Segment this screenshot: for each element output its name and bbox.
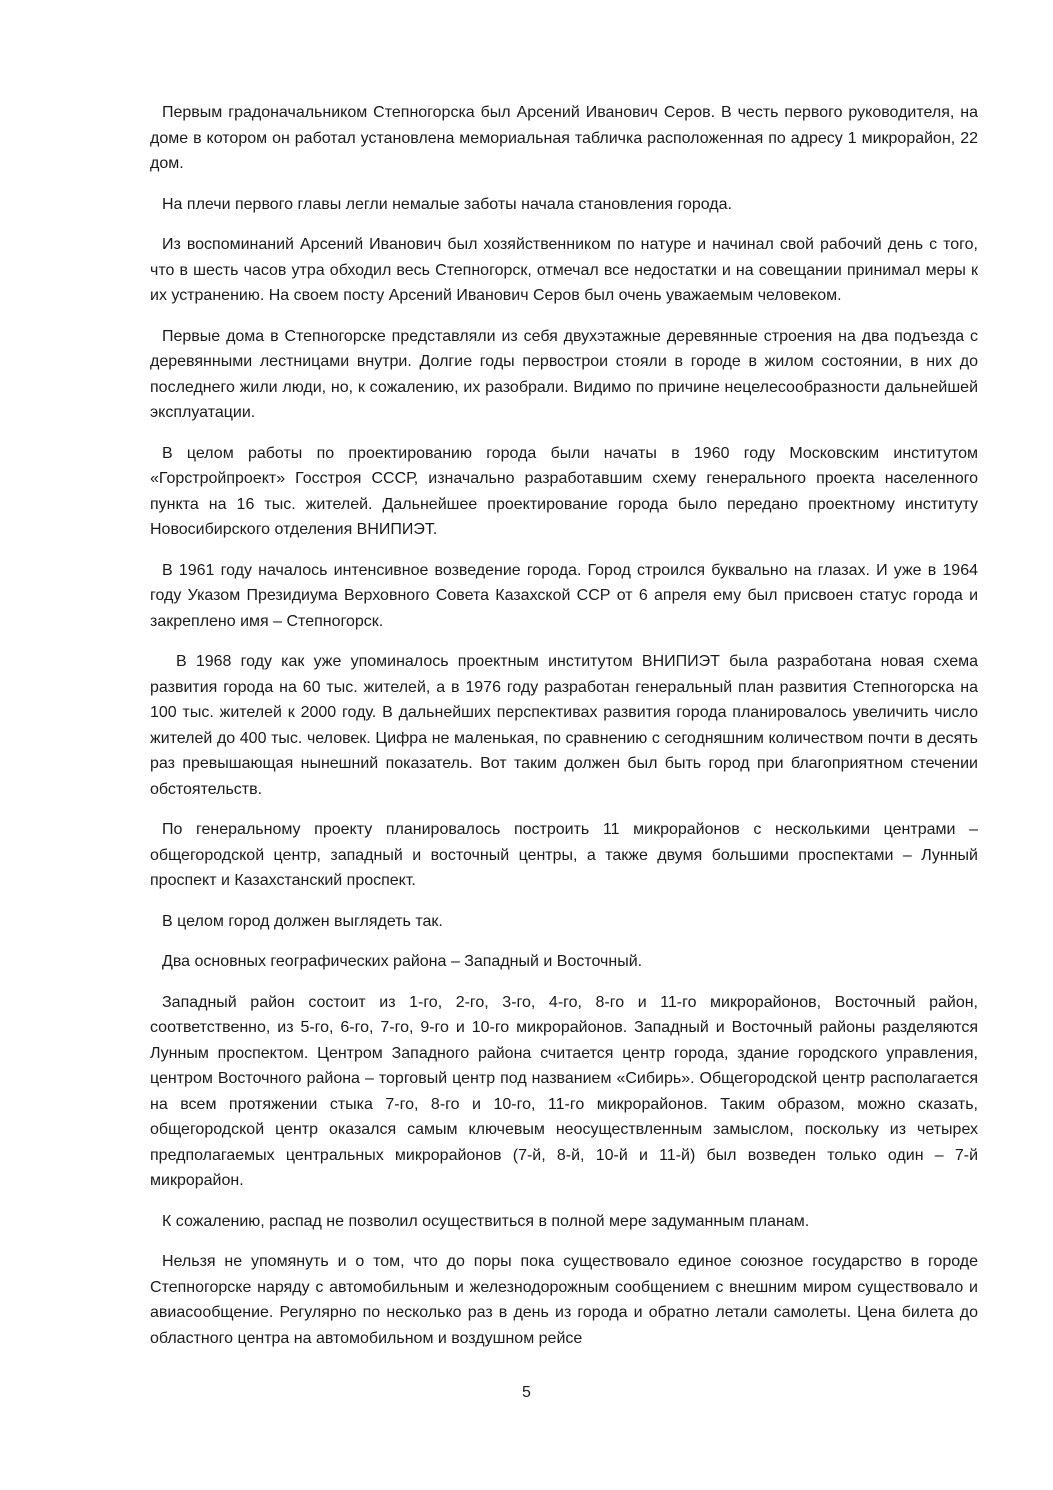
paragraph-city-look: В целом город должен выглядеть так. — [162, 912, 443, 930]
paragraph-first-mayor: Первым градоначальником Степногорска был Арсений Иванович Серов. В честь первого руководителя, на доме в котором он работал установлена мемориальная табличка расположенная по адресу 1 микрорайон, 22 дом. — [150, 104, 978, 172]
page-number: 5 — [522, 1384, 531, 1401]
paragraph-memories: Из воспоминаний Арсений Иванович был хозяйственником по натуре и начинал свой рабочий день с того, что в шесть часов утра обходил весь Степногорск, отмечал все недостатки и на совещании принимал меры к их устранению. На своем посту Арсений Иванович Серов был очень уважаемым человеком. — [150, 236, 978, 304]
paragraph-western-district: Западный район состоит из 1-го, 2-го, 3-го, 4-го, 8-го и 11-го микрорайонов, Восточный район, соответственно, из 5-го, 6-го, 7-го, 9-го и 10-го микрорайонов. Западный и Восточный районы разделяются Лунным проспектом. Центром Западного района считается центр города, здание городского управления, центром Восточного района – торговый центр под названием «Сибирь». Общегородской центр располагается на всем протяжении стыка 7-го, 8-го и 10-го, 11-го микрорайонов. Таким образом, можно сказать, общегородской центр оказался самым ключевым неосуществленным замыслом, поскольку из четырех предполагаемых центральных микрорайонов (7-й, 8-й, 10-й и 11-й) был возведен только один – 7-й микрорайон. — [150, 993, 978, 1189]
paragraph-plan-1968: В 1968 году как уже упоминалось проектным институтом ВНИПИЭТ была разработана новая схема развития города на 60 тыс. жителей, а в 1976 году разработан генеральный план развития Степногорска на 100 тыс. жителей к 2000 году. В дальнейших перспективах развития города планировалось увеличить число жителей до 400 тыс. человек. Цифра не маленькая, по сравнению с сегодняшним количеством почти в десять раз превышающая нынешний показатель. Вот таким должен был быть город при благоприятном стечении обстоятельств. — [150, 653, 978, 798]
paragraph-first-head-duties: На плечи первого главы легли немалые заботы начала становления города. — [162, 195, 732, 213]
paragraph-collapse: К сожалению, распад не позволил осуществиться в полной мере задуманным планам. — [162, 1212, 810, 1230]
paragraph-two-districts: Два основных географических района – Западный и Восточный. — [162, 953, 643, 970]
paragraph-construction-1961: В 1961 году началось интенсивное возведение города. Город строился буквально на глазах. И уже в 1964 году Указом Президиума Верховного Совета Казахской ССР от 6 апреля ему был присвоен статус города и закреплено имя – Степногорск. — [150, 561, 978, 630]
paragraph-city-design: В целом работы по проектированию города были начаты в 1960 году Московским институтом «Горстройпроект» Госстроя СССР, изначально разработавшим схему генерального проекта населенного пункта на 16 тыс. жителей. Дальнейшее проектирование города было передано проектному институту Новосибирского отделения ВНИПИЭТ. — [150, 444, 978, 538]
paragraph-first-houses: Первые дома в Степногорске представляли из себя двухэтажные деревянные строения на два подъезда с деревянными лестницами внутри. Долгие годы первострои стояли в городе в жилом состоянии, в них до последнего жили люди, но, к сожалению, их разобрали. Видимо по причине нецелесообразности дальнейшей эксплуатации. — [150, 327, 978, 421]
paragraph-general-project: По генеральному проекту планировалось построить 11 микрорайонов с несколькими центрами – общегородской центр, западный и восточный центры, а также двумя большими проспектами – Лунный проспект и Казахстанский проспект. — [150, 821, 978, 889]
paragraph-air-service: Нельзя не упомянуть и о том, что до поры пока существовало единое союзное государство в городе Степногорске наряду с автомобильным и железнодорожным сообщением с внешним миром существовало и авиасообщение. Регулярно по несколько раз в день из города и обратно летали самолеты. Цена билета до областного центра на автомобильном и воздушном рейсе — [150, 1253, 978, 1347]
document-body — [150, 100, 978, 1366]
